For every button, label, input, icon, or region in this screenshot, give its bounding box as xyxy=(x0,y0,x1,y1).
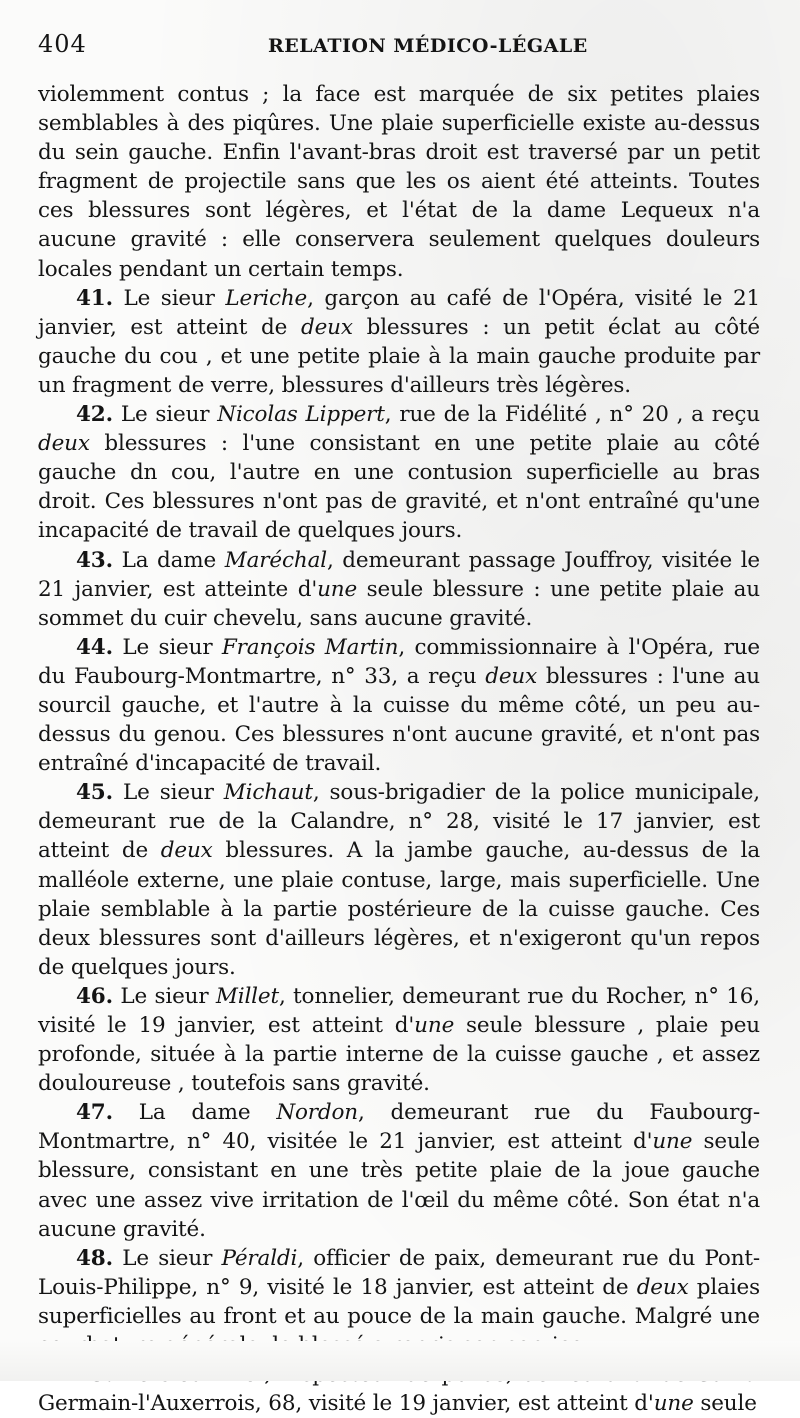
italic-text: François Martin xyxy=(221,634,399,660)
text-segment: , demeurant passage Jouffroy, visitée le 21 janvier, est atteinte d' xyxy=(38,547,760,602)
italic-text: une xyxy=(414,1013,455,1038)
text-segment: Le sieur xyxy=(112,1245,222,1271)
text-segment: , rue de la Fidélité , n° 20 , a reçu xyxy=(384,402,760,428)
text-segment: , officier de paix, demeurant rue du Pont-Louis-Philippe, n° 9, visité le 18 janvier, est atteint de xyxy=(38,1245,760,1300)
entry-number: 48. xyxy=(76,1245,113,1271)
entry-paragraph xyxy=(38,778,760,982)
text-segment: seule blessure , plaie peu profonde, située à la partie interne de la cuisse gauche , et assez douloureuse , toutefois sans gravité. xyxy=(38,1013,760,1097)
running-title: RELATION MÉDICO-LÉGALE xyxy=(268,35,588,57)
text-segment: , demeurant rue du Faubourg-Montmartre, n° 40, visitée le 21 janvier, est atteint d' xyxy=(38,1100,760,1155)
text-segment: Le sieur xyxy=(112,402,218,428)
italic-text: deux xyxy=(160,838,213,864)
text-segment: blessures : l'une consistant en une petite plaie au côté gauche dn cou, l'autre en une contusion superficielle au bras droit. Ces blessures n'ont pas de gravité, et n'ont entraîné qu'une incapacité de travail de quelques jours. xyxy=(38,431,760,544)
entry-number: 41. xyxy=(76,285,113,311)
text-segment: , sous-brigadier de la police municipale, demeurant rue de la Calandre, n° 28, visité le 17 janvier, est atteint de xyxy=(38,780,760,864)
entry-number: 43. xyxy=(76,547,113,573)
italic-text: Leriche xyxy=(225,285,308,311)
italic-text: Millet xyxy=(215,983,279,1009)
italic-text: deux xyxy=(38,431,90,457)
text-segment: Le sieur xyxy=(112,983,216,1009)
running-head xyxy=(38,30,760,80)
italic-text: Nicolas Lippert xyxy=(217,402,385,428)
text-segment: Germain-l'Auxerrois, 68, visité le 19 janvier, est atteint d' xyxy=(38,1391,654,1417)
text-segment: plaies superficielles au front et au pouce de la main gauche. Malgré une xyxy=(38,1274,760,1329)
text-segment: seule blessure, consistant en une très petite plaie de la joue gauche avec une assez vive irritation de l'œil du même côté. Son état n'a aucune gravité. xyxy=(38,1129,760,1242)
italic-text: deux xyxy=(485,663,538,689)
entry-paragraph xyxy=(38,284,760,400)
italic-text: Péraldi xyxy=(221,1245,298,1271)
italic-text: Nordon xyxy=(276,1100,359,1126)
entry-paragraph xyxy=(38,1098,760,1243)
text-segment: , tonnelier, demeurant rue du Rocher, n° 16, visité le 19 janvier, est atteint d' xyxy=(38,983,760,1038)
italic-text: une xyxy=(317,576,358,602)
text-segment: seule blessure : une petite plaie au sommet du cuir chevelu, sans aucune gravité. xyxy=(38,576,760,631)
italic-text: deux xyxy=(300,314,353,340)
continuation-paragraph xyxy=(38,80,760,284)
entry-number: 46. xyxy=(76,983,113,1009)
italic-text: deux xyxy=(636,1274,689,1300)
text-segment: seule xyxy=(693,1391,757,1417)
text-segment: violemment contus ; la face est marquée de six petites plaies semblables à des piqûres. Une plaie superficielle existe au-dessus du sein gauche. Enfin l'avant-bras droit est traversé par un petit fragment de projectile sans que les os aient été atteints. Toutes ces blessures sont légères, et l'état de la dame Lequeux n'a aucune gravité : elle conservera seulement quelques douleurs locales pendant un certain temps. xyxy=(38,82,760,282)
italic-text: une xyxy=(653,1391,694,1417)
italic-text: Michaut xyxy=(223,780,313,806)
italic-text: Maréchal xyxy=(224,547,327,573)
italic-text: une xyxy=(652,1129,693,1155)
text-segment: blessures : un petit éclat au côté gauche du cou , et une petite plaie à la main gauche produite par un fragment de verre, blessures d'ailleurs très légères. xyxy=(38,314,760,398)
entry-number: 47. xyxy=(76,1100,113,1126)
text-segment: blessures. A la jambe gauche, au-dessus de la malléole externe, une plaie contuse, large, mais superficielle. Une plaie semblable à la partie postérieure de la cuisse gauche. Ces deux blessures sont d'ailleurs légères, et n'exigeront qu'un repos de quelques jours. xyxy=(38,838,760,980)
entry-paragraph xyxy=(38,400,760,545)
body-text xyxy=(38,80,760,1418)
text-segment: Le sieur xyxy=(112,634,222,660)
entry-paragraph xyxy=(38,633,760,778)
entry-paragraph xyxy=(38,982,760,1098)
text-segment: La dame xyxy=(112,1100,277,1126)
text-segment: blessures : l'une au sourcil gauche, et l'autre à la cuisse du même côté, un peu au-dessus du genou. Ces blessures n'ont aucune gravité, et n'ont pas entraîné d'incapacité de travail. xyxy=(38,663,760,777)
page-number: 404 xyxy=(38,30,87,58)
entry-number: 45. xyxy=(76,780,113,806)
text-segment: , commissionnaire à l'Opéra, rue du Faubourg-Montmartre, n° 33, a reçu xyxy=(38,634,760,689)
entry-paragraph xyxy=(38,546,760,633)
text-segment: La dame xyxy=(112,547,225,573)
page-bottom-edge xyxy=(0,1341,800,1381)
entry-number: 42. xyxy=(76,402,113,428)
text-segment: , garçon au café de l'Opéra, visité le 21 janvier, est atteint de xyxy=(38,285,761,340)
text-segment: Le sieur xyxy=(112,780,224,806)
entry-number: 44. xyxy=(76,634,113,660)
text-segment: Le sieur xyxy=(112,285,226,311)
